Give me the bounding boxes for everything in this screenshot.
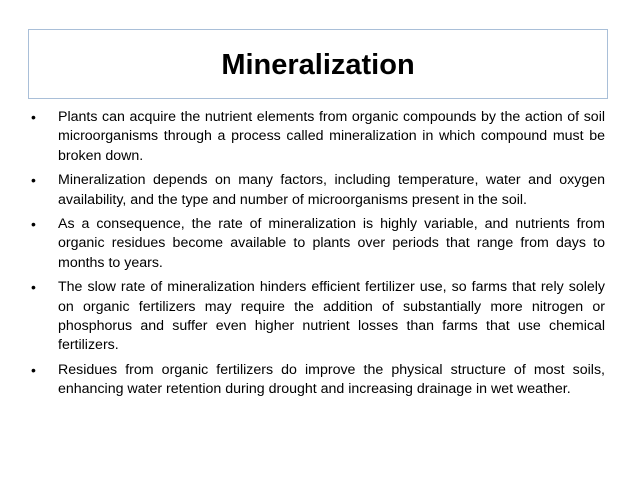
bullet-point-icon: •	[31, 109, 36, 125]
bullet-point-icon: •	[31, 216, 36, 233]
bullet-text: Residues from organic fertilizers do improve the physical structure of most soils, enhancing water retention during drought and increasing drainage in wet weather.	[58, 361, 605, 398]
bullet-point-icon: •	[31, 172, 36, 189]
bullet-item	[31, 171, 605, 210]
title-box	[28, 29, 608, 99]
bullet-item	[31, 108, 605, 166]
bullet-text: Plants can acquire the nutrient elements from organic compounds by the action of soil microorganisms through a process called mineralization in which compound must be broken down.	[58, 109, 605, 164]
bullet-item	[31, 278, 605, 356]
bullet-text: The slow rate of mineralization hinders efficient fertilizer use, so farms that rely solely on organic fertilizers may require the addition of substantially more nitrogen or phosphorus and suffer even higher nutrient losses than farms that use chemical fertilizers.	[58, 279, 605, 354]
bullet-point-icon: •	[31, 279, 36, 296]
bullet-point-icon: •	[31, 361, 36, 378]
bullet-item	[31, 215, 605, 273]
slide-title: Mineralization	[221, 48, 415, 81]
bullet-list	[31, 108, 605, 405]
bullet-text: As a consequence, the rate of mineralization is highly variable, and nutrients from organic residues become available to plants over periods that range from days to months to years.	[58, 216, 605, 271]
bullet-text: Mineralization depends on many factors, including temperature, water and oxygen availability, and the type and number of microorganisms present in the soil.	[58, 172, 605, 208]
bullet-item	[31, 361, 605, 400]
